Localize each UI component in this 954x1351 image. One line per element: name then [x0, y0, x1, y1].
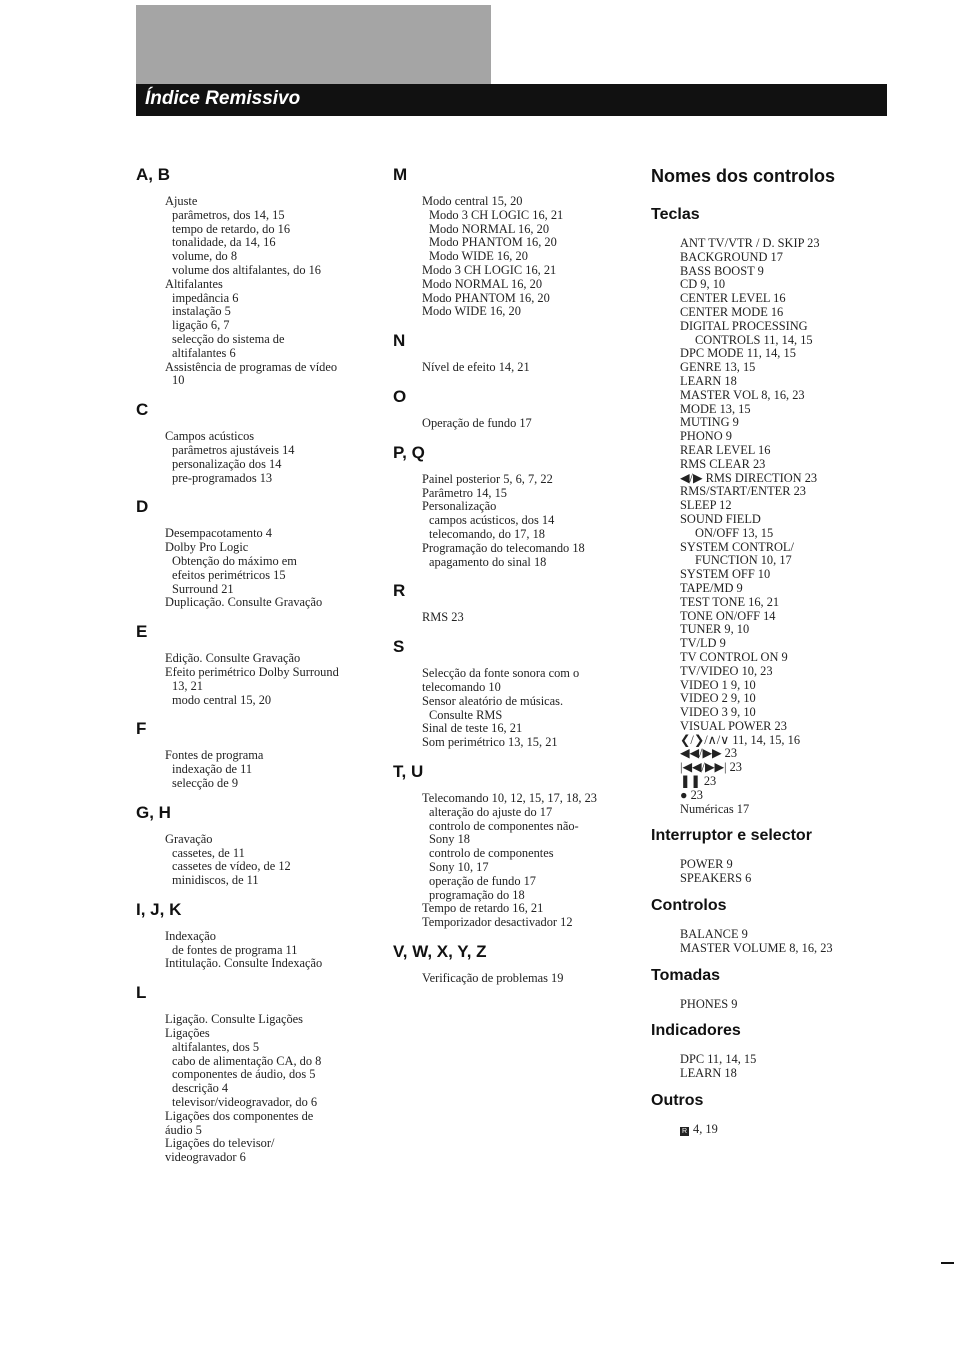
- index-entry: Ajuste: [165, 194, 198, 208]
- controls-entry: LEARN 18: [680, 1066, 737, 1081]
- index-entry: Operação de fundo 17: [422, 415, 532, 430]
- controls-entry: RMS CLEAR 23: [680, 456, 766, 471]
- controls-column: [651, 165, 891, 1147]
- index-section: [393, 331, 633, 375]
- header-gray-block: [136, 5, 491, 85]
- index-section: [393, 165, 633, 319]
- index-letter-heading: M: [393, 165, 408, 184]
- index-entry: televisor/videogravador, do 6: [172, 1095, 318, 1110]
- controls-entry: ON/OFF 13, 15: [695, 525, 774, 540]
- index-entry: tempo de retardo, do 16: [172, 221, 291, 236]
- controls-entry: SLEEP 12: [680, 498, 732, 513]
- index-entries: [165, 652, 381, 707]
- index-entries: [165, 930, 381, 971]
- index-entry: volume, do 8: [172, 249, 238, 264]
- index-entry: áudio 5: [165, 1122, 202, 1137]
- index-entry: volume dos altifalantes, do 16: [172, 262, 322, 277]
- index-entry: controlo de componentes não-: [429, 818, 579, 833]
- index-section: [136, 803, 381, 888]
- index-entry: 10: [172, 373, 185, 388]
- index-entries: [422, 792, 633, 930]
- index-entry: Parâmetro 14, 15: [422, 485, 507, 500]
- controls-section: [651, 826, 891, 886]
- controls-section: [651, 1091, 891, 1137]
- index-entry: Obtenção do máximo em: [172, 553, 297, 568]
- index-entry: ligação 6, 7: [172, 318, 230, 333]
- index-entry: Modo WIDE 16, 20: [429, 249, 528, 264]
- controls-entry: FUNCTION 10, 17: [695, 553, 792, 568]
- controls-entry: POWER 9: [680, 857, 733, 872]
- index-column-2: [393, 165, 633, 998]
- controls-section-heading: Tomadas: [651, 966, 721, 984]
- controls-entry: CENTER MODE 16: [680, 304, 784, 319]
- index-entry: Nível de efeito 14, 21: [422, 360, 530, 375]
- controls-entry: LEARN 18: [680, 373, 737, 388]
- index-entry: selecção do sistema de: [172, 331, 285, 346]
- controls-entry: TV/VIDEO 10, 23: [680, 663, 773, 678]
- index-letter-heading: I, J, K: [136, 899, 182, 919]
- controls-entry: BASS BOOST 9: [680, 263, 764, 278]
- controls-entry: ◀/▶ RMS DIRECTION 23: [680, 470, 818, 485]
- controls-entry: RMS/START/ENTER 23: [680, 484, 806, 499]
- index-letter-heading: O: [393, 386, 407, 406]
- controls-section: [651, 205, 891, 816]
- index-entry: modo central 15, 20: [172, 692, 272, 707]
- index-letter-heading: S: [393, 637, 405, 657]
- index-entry: RMS 23: [422, 610, 464, 625]
- controls-entry: MASTER VOL 8, 16, 23: [680, 387, 805, 402]
- index-section: [393, 387, 633, 431]
- index-entries: [422, 667, 633, 750]
- index-section: [136, 983, 381, 1165]
- controls-entry: ANT TV/VTR / D. SKIP 23: [680, 236, 820, 250]
- index-entry: Modo central 15, 20: [422, 194, 523, 208]
- index-column-1: [136, 165, 381, 1177]
- index-entry: Modo 3 CH LOGIC 16, 21: [429, 207, 564, 222]
- index-entry: Edição. Consulte Gravação: [165, 651, 301, 666]
- controls-section-heading: Outros: [651, 1092, 704, 1110]
- index-entries: [165, 195, 381, 388]
- r-box-icon: R: [681, 1128, 688, 1136]
- controls-entry: DPC 11, 14, 15: [680, 1052, 757, 1067]
- index-entries: [165, 1013, 381, 1165]
- index-entries: [165, 749, 381, 790]
- controls-entry: VIDEO 1 9, 10: [680, 677, 756, 692]
- index-section: [136, 719, 381, 790]
- index-entry: selecção de 9: [172, 775, 239, 790]
- controls-entries: [680, 858, 891, 886]
- page-edge-mark: [941, 1262, 954, 1264]
- index-entry: Modo WIDE 16, 20: [422, 304, 521, 319]
- index-section: [136, 900, 381, 971]
- index-entry: cabo de alimentação CA, do 8: [172, 1053, 322, 1068]
- controls-entry: MASTER VOLUME 8, 16, 23: [680, 940, 833, 955]
- index-letter-heading: E: [136, 622, 148, 642]
- index-entry: efeitos perimétricos 15: [172, 567, 286, 582]
- controls-entry: |◀◀/▶▶| 23: [680, 760, 743, 775]
- controls-entry: DPC MODE 11, 14, 15: [680, 346, 796, 361]
- index-entry: parâmetros ajustáveis 14: [172, 442, 295, 457]
- index-entry: 13, 21: [172, 678, 203, 693]
- index-entry: Modo NORMAL 16, 20: [429, 221, 550, 236]
- index-letter-heading: P, Q: [393, 442, 425, 462]
- index-entry: Ligações do televisor/: [165, 1136, 275, 1151]
- controls-section-heading: Interruptor e selector: [651, 827, 812, 845]
- controls-entry: TAPE/MD 9: [680, 580, 743, 595]
- controls-entry: SOUND FIELD: [680, 511, 761, 526]
- controls-section: [651, 966, 891, 1012]
- index-entry: Modo 3 CH LOGIC 16, 21: [422, 262, 557, 277]
- index-entry: campos acústicos, dos 14: [429, 513, 555, 528]
- index-entry: Telecomando 10, 12, 15, 17, 18, 23: [422, 790, 597, 805]
- index-entries: [165, 833, 381, 888]
- index-entry: Duplicação. Consulte Gravação: [165, 595, 323, 610]
- index-entry: Temporizador desactivador 12: [422, 915, 573, 930]
- index-section: [136, 400, 381, 485]
- index-entry: altifalantes, dos 5: [172, 1039, 260, 1054]
- index-letter-heading: T, U: [393, 761, 424, 781]
- controls-entry: TEST TONE 16, 21: [680, 594, 780, 609]
- controls-entry: ◀◀/▶▶ 23: [680, 746, 738, 761]
- index-section: [393, 443, 633, 570]
- controls-entry: CD 9, 10: [680, 277, 726, 292]
- index-entry: operação de fundo 17: [429, 873, 536, 888]
- controls-entry: BALANCE 9: [680, 927, 748, 942]
- index-entry: Fontes de programa: [165, 748, 264, 763]
- controls-entry: TV/LD 9: [680, 636, 726, 651]
- index-entry: Dolby Pro Logic: [165, 540, 249, 555]
- controls-entry: ❮/❯/∧/∨ 11, 14, 15, 16: [680, 732, 801, 747]
- controls-entry: VISUAL POWER 23: [680, 718, 787, 733]
- title-bar: [136, 84, 887, 116]
- index-entry: Ligações dos componentes de: [165, 1108, 314, 1123]
- index-entry: Modo PHANTOM 16, 20: [422, 290, 550, 305]
- index-entry: descrição 4: [172, 1081, 229, 1096]
- index-entry: Modo NORMAL 16, 20: [422, 276, 543, 291]
- index-entry: tonalidade, da 14, 16: [172, 235, 276, 250]
- index-section: [393, 942, 633, 986]
- controls-entry: GENRE 13, 15: [680, 360, 756, 375]
- index-entries: [165, 527, 381, 610]
- index-letter-heading: D: [136, 497, 149, 517]
- index-entry: parâmetros, dos 14, 15: [172, 207, 285, 222]
- index-letter-heading: G, H: [136, 802, 171, 822]
- index-entry: Intitulação. Consulte Indexação: [165, 956, 323, 971]
- index-letter-heading: C: [136, 400, 149, 420]
- controls-section-heading: Indicadores: [651, 1022, 741, 1040]
- controls-section: [651, 896, 891, 956]
- index-entry: Tempo de retardo 16, 21: [422, 901, 544, 916]
- index-entry: Ligações: [165, 1026, 210, 1041]
- index-section: [136, 165, 381, 388]
- index-entry: telecomando, do 17, 18: [429, 526, 545, 541]
- page-title: Índice Remissivo: [145, 88, 301, 109]
- index-entries: [422, 473, 633, 570]
- index-entry: Personalização: [422, 499, 497, 514]
- controls-entry: SPEAKERS 6: [680, 871, 752, 886]
- controls-section-heading: Teclas: [651, 206, 700, 223]
- index-entry: Surround 21: [172, 581, 234, 596]
- index-entries: [422, 195, 633, 319]
- index-entry: Som perimétrico 13, 15, 21: [422, 735, 558, 750]
- index-entry: altifalantes 6: [172, 345, 236, 360]
- index-entry: cassetes de vídeo, de 12: [172, 859, 291, 874]
- controls-section: [651, 1021, 891, 1081]
- index-entry: Ligação. Consulte Ligações: [165, 1012, 303, 1027]
- controls-title: Nomes dos controlos: [651, 166, 836, 186]
- index-entry: Indexação: [165, 928, 216, 943]
- index-entry: minidiscos, de 11: [172, 873, 259, 888]
- index-entry: Sensor aleatório de músicas.: [422, 693, 564, 708]
- controls-entry: REAR LEVEL 16: [680, 442, 771, 457]
- index-section: [136, 622, 381, 707]
- controls-entry: CENTER LEVEL 16: [680, 291, 786, 306]
- controls-entry: CONTROLS 11, 14, 15: [695, 332, 813, 347]
- index-section: [393, 637, 633, 750]
- controls-entry: MODE 13, 15: [680, 401, 751, 416]
- index-entry: Painel posterior 5, 6, 7, 22: [422, 471, 553, 486]
- controls-entry: SYSTEM OFF 10: [680, 567, 771, 582]
- controls-entry: BACKGROUND 17: [680, 249, 783, 264]
- index-entry: Desempacotamento 4: [165, 526, 273, 541]
- index-entry: Efeito perimétrico Dolby Surround: [165, 664, 339, 679]
- index-entries: [165, 430, 381, 485]
- controls-entry: VIDEO 3 9, 10: [680, 705, 756, 720]
- index-entry: Sinal de teste 16, 21: [422, 721, 523, 736]
- index-letter-heading: L: [136, 983, 147, 1003]
- index-entry: pre-programados 13: [172, 470, 273, 485]
- index-entry: componentes de áudio, dos 5: [172, 1067, 316, 1082]
- controls-entry: PHONO 9: [680, 429, 732, 444]
- index-entry: apagamento do sinal 18: [429, 554, 547, 569]
- index-entry: Assistência de programas de vídeo: [165, 359, 338, 374]
- index-letter-heading: F: [136, 719, 147, 739]
- index-entry: cassetes, de 11: [172, 845, 245, 860]
- index-entry: videogravador 6: [165, 1150, 246, 1165]
- index-entry: Campos acústicos: [165, 429, 255, 444]
- controls-entry: ● 23: [680, 787, 703, 802]
- index-letter-heading: N: [393, 331, 406, 351]
- index-entries: [422, 361, 633, 375]
- index-section: [136, 497, 381, 610]
- index-entry: alteração do ajuste do 17: [429, 804, 553, 819]
- controls-entries: [680, 1123, 891, 1137]
- index-entry: telecomando 10: [422, 679, 501, 694]
- index-entry: Gravação: [165, 831, 213, 846]
- controls-entry: TV CONTROL ON 9: [680, 649, 788, 664]
- index-entry: de fontes de programa 11: [172, 942, 298, 957]
- controls-entry: DIGITAL PROCESSING: [680, 318, 808, 333]
- index-entry: indexação de 11: [172, 762, 253, 777]
- index-section: [393, 581, 633, 625]
- controls-entries: [680, 998, 891, 1012]
- index-entry: Sony 18: [429, 832, 470, 847]
- controls-section-heading: Controlos: [651, 897, 727, 915]
- index-entry: Modo PHANTOM 16, 20: [429, 235, 557, 250]
- controls-entry: ❚❚ 23: [680, 774, 717, 789]
- index-letter-heading: R: [393, 581, 406, 601]
- index-entry: instalação 5: [172, 304, 231, 319]
- index-entry: Verificação de problemas 19: [422, 970, 564, 985]
- index-entry: Programação do telecomando 18: [422, 540, 585, 555]
- index-section: [393, 762, 633, 930]
- index-entry: impedância 6: [172, 290, 239, 305]
- index-entry: Selecção da fonte sonora com o: [422, 666, 580, 681]
- index-entry: Sony 10, 17: [429, 859, 489, 874]
- index-entries: [422, 972, 633, 986]
- controls-entry: R 4, 19: [681, 1122, 718, 1137]
- index-entry: controlo de componentes: [429, 846, 554, 861]
- index-letter-heading: V, W, X, Y, Z: [393, 941, 487, 961]
- index-entry: programação do 18: [429, 887, 525, 902]
- index-letter-heading: A, B: [136, 165, 170, 184]
- index-entry: personalização dos 14: [172, 456, 282, 471]
- controls-entry: SYSTEM CONTROL/: [680, 539, 794, 554]
- controls-entry: TUNER 9, 10: [680, 622, 750, 637]
- controls-entries: [680, 1053, 891, 1081]
- index-entries: [422, 611, 633, 625]
- index-entry: Altifalantes: [165, 276, 223, 291]
- controls-entry: TONE ON/OFF 14: [680, 608, 776, 623]
- controls-entries: [680, 928, 891, 956]
- controls-entry: PHONES 9: [680, 996, 738, 1011]
- controls-entries: [680, 237, 891, 816]
- controls-entry: VIDEO 2 9, 10: [680, 691, 756, 706]
- index-entries: [422, 417, 633, 431]
- controls-entry: Numéricas 17: [680, 801, 750, 816]
- index-entry: Consulte RMS: [429, 707, 503, 722]
- controls-entry: MUTING 9: [680, 415, 739, 430]
